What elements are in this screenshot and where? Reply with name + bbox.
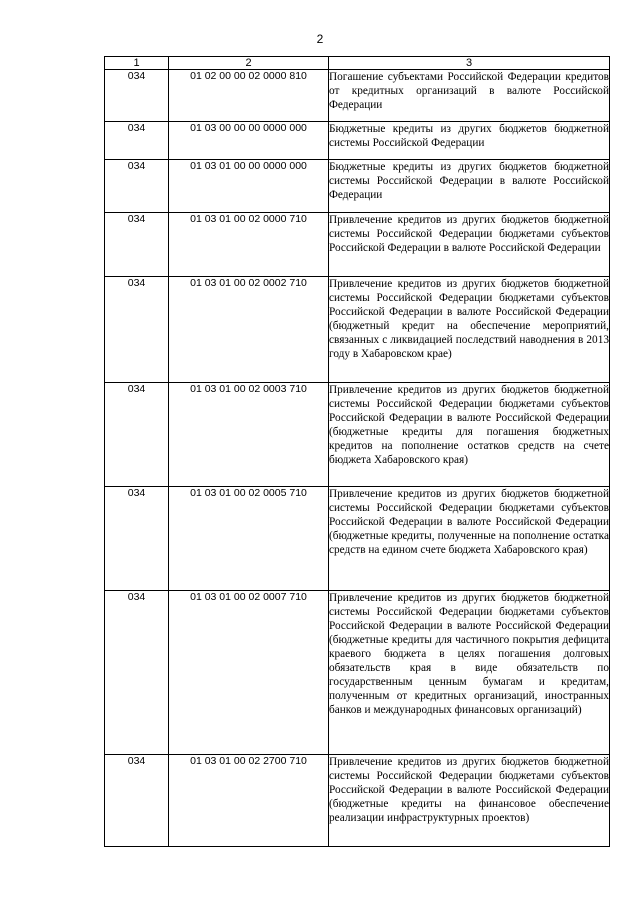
administrator-code-cell: 034 <box>105 487 169 591</box>
source-name-text: Привлечение кредитов из других бюджетов бюджетной системы Российской Федерации бюджетами субъектов Российской Федерации в валюте Российской Федерации (бюджетные кредиты на финансовое обеспечение реализации инфраструктурных проектов) <box>329 756 609 824</box>
source-code-cell: 01 02 00 00 02 0000 810 <box>169 70 329 122</box>
table-row <box>105 383 610 487</box>
administrator-code-cell: 034 <box>105 213 169 277</box>
administrator-code-cell: 034 <box>105 383 169 487</box>
administrator-code-cell: 034 <box>105 277 169 383</box>
source-name-cell <box>329 213 610 277</box>
source-code-cell: 01 03 00 00 00 0000 000 <box>169 122 329 160</box>
source-name-cell <box>329 591 610 755</box>
source-code-cell: 01 03 01 00 00 0000 000 <box>169 160 329 213</box>
source-code-cell: 01 03 01 00 02 0002 710 <box>169 277 329 383</box>
table-body <box>105 70 610 847</box>
source-name-cell <box>329 755 610 847</box>
page-number: 2 <box>316 32 324 46</box>
source-code-cell: 01 03 01 00 02 0000 710 <box>169 213 329 277</box>
source-name-text: Привлечение кредитов из других бюджетов бюджетной системы Российской Федерации бюджетами субъектов Российской Федерации в валюте Российской Федерации (бюджетные кредиты для частичного покрытия дефицита краевого бюджета в целях погашения долговых обязательств края в виде обязательств по государственным ценным бумагам и кредитам, полученным от кредитных организаций, иностранных банков и международных финансовых организаций) <box>329 592 609 716</box>
table-header <box>105 57 610 70</box>
column-header-1: 1 <box>105 57 169 70</box>
source-name-text: Привлечение кредитов из других бюджетов бюджетной системы Российской Федерации бюджетами субъектов Российской Федерации в валюте Российской Федерации <box>329 214 609 254</box>
administrator-code-cell: 034 <box>105 755 169 847</box>
administrator-code-cell: 034 <box>105 70 169 122</box>
source-name-text: Погашение субъектами Российской Федерации кредитов от кредитных организаций в валюте Российской Федерации <box>329 71 609 111</box>
source-code-cell: 01 03 01 00 02 2700 710 <box>169 755 329 847</box>
table-row <box>105 70 610 122</box>
source-name-cell <box>329 383 610 487</box>
administrator-code-cell: 034 <box>105 591 169 755</box>
table-row <box>105 487 610 591</box>
source-name-cell <box>329 160 610 213</box>
source-name-cell <box>329 277 610 383</box>
table-row <box>105 160 610 213</box>
table-row <box>105 213 610 277</box>
source-name-text: Бюджетные кредиты из других бюджетов бюджетной системы Российской Федерации в валюте Российской Федерации <box>329 161 609 201</box>
source-name-text: Привлечение кредитов из других бюджетов бюджетной системы Российской Федерации бюджетами субъектов Российской Федерации в валюте Российской Федерации (бюджетные кредиты, полученные на пополнение остатка средств на едином счете бюджета Хабаровского края) <box>329 488 609 556</box>
source-code-cell: 01 03 01 00 02 0003 710 <box>169 383 329 487</box>
source-name-cell <box>329 122 610 160</box>
source-code-cell: 01 03 01 00 02 0007 710 <box>169 591 329 755</box>
source-name-text: Привлечение кредитов из других бюджетов бюджетной системы Российской Федерации бюджетами субъектов Российской Федерации в валюте Российской Федерации (бюджетный кредит на обеспечение мероприятий, связанных с ликвидацией последствий наводнения в 2013 году в Хабаровском крае) <box>329 278 609 360</box>
table-row <box>105 277 610 383</box>
column-header-2: 2 <box>169 57 329 70</box>
administrator-code-cell: 034 <box>105 122 169 160</box>
budget-codes-table <box>104 56 610 847</box>
source-name-text: Бюджетные кредиты из других бюджетов бюджетной системы Российской Федерации <box>329 123 609 149</box>
administrator-code-cell: 034 <box>105 160 169 213</box>
column-header-3: 3 <box>329 57 610 70</box>
table-row <box>105 591 610 755</box>
source-name-cell <box>329 70 610 122</box>
table-row <box>105 755 610 847</box>
source-name-cell <box>329 487 610 591</box>
source-name-text: Привлечение кредитов из других бюджетов бюджетной системы Российской Федерации бюджетами субъектов Российской Федерации в валюте Российской Федерации (бюджетные кредиты для погашения бюджетных кредитов на пополнение остатков средств на счете бюджета Хабаровского края) <box>329 384 609 466</box>
source-code-cell: 01 03 01 00 02 0005 710 <box>169 487 329 591</box>
table-row <box>105 122 610 160</box>
header-row <box>105 57 610 70</box>
